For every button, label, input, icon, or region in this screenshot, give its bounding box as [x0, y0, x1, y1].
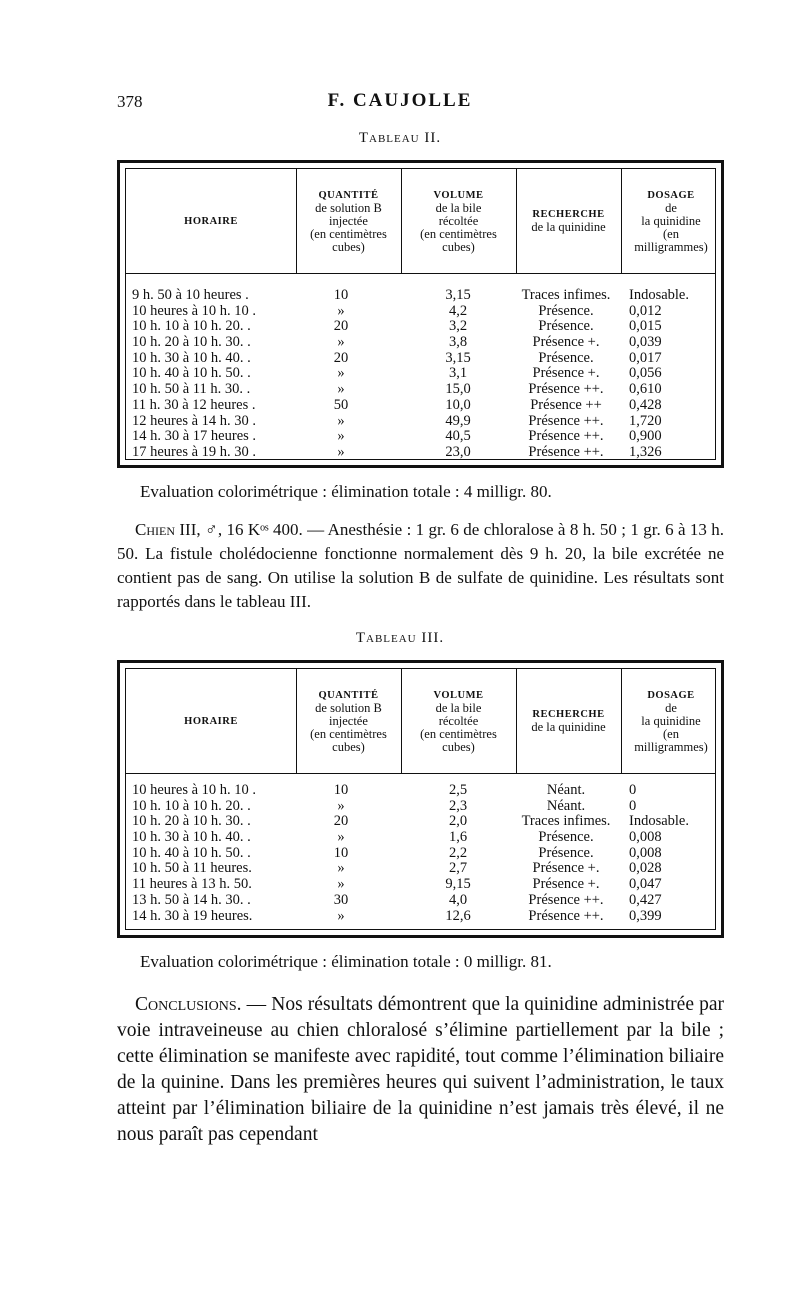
- table-row: [126, 861, 715, 877]
- table-cell: »: [337, 876, 345, 893]
- header-line: de solution B: [315, 700, 382, 715]
- table-cell: 9,15: [445, 876, 471, 893]
- table-row: [126, 799, 715, 815]
- header-line: de la bile: [435, 700, 482, 715]
- header-line: milligrammes): [634, 239, 708, 254]
- header-line: (en: [663, 226, 679, 241]
- header-line: de la bile: [435, 200, 482, 215]
- table-cell: 0,039: [629, 334, 662, 351]
- header-cell: [516, 169, 621, 273]
- table-cell: 2,3: [448, 797, 468, 814]
- table-cell: 10: [333, 782, 349, 798]
- table-cell: 2,5: [448, 782, 468, 798]
- table-cell: »: [337, 860, 345, 877]
- table-cell: 10,0: [445, 396, 471, 413]
- conclusion-text: — Nos résultats démontrent que la quinidine administrée par voie intraveineuse au chien chloralosé s’élimine partiellement par la bile ; cette élimination se manifeste avec rapidité, tout comme l’élimination biliaire de la quinine. Dans les premières heures qui suivent l’administration, le taux atteint par l’élimination biliaire de la quinidine n’est jamais très élevé, il ne nous paraît pas cependant: [117, 994, 724, 1145]
- table-cell: 17 heures à 19 h. 30 .: [132, 443, 257, 460]
- paragraph-text: , ♂, 16 Kᵒˢ 400. — Anesthésie : 1 gr. 6 de chloralose à 8 h. 50 ; 1 gr. 6 à 13 h. 50. La fistule cholédocienne fonctionne normalement dès 9 h. 20, la bile excrétée ne contient pas de sang. On utilise la solution B de sulfate de quinidine. Les résultats sont rapportés dans le tableau III.: [117, 520, 724, 611]
- table-cell: 1,326: [629, 443, 662, 460]
- table-2-title: Tableau II.: [358, 130, 442, 146]
- table-row: [126, 909, 715, 925]
- header-line: de la quinidine: [531, 220, 606, 234]
- header-line: cubes): [442, 739, 475, 754]
- table-cell: Présence ++.: [528, 412, 604, 429]
- header-caption: DOSAGE: [647, 689, 695, 701]
- table-cell: Présence +.: [532, 876, 600, 893]
- header-cell: [126, 169, 296, 273]
- table-row: [126, 830, 715, 846]
- table-cell: 10 heures à 10 h. 10 .: [132, 302, 257, 319]
- table-row: [126, 335, 715, 351]
- table-cell: »: [337, 907, 345, 924]
- table-cell: Indosable.: [629, 287, 689, 303]
- table-cell: 10: [333, 844, 349, 861]
- table-cell: 10 heures à 10 h. 10 .: [132, 782, 257, 798]
- header-line: de: [665, 700, 677, 715]
- table-row: [126, 846, 715, 862]
- table-cell: »: [337, 797, 345, 814]
- paragraph-lead: Chien III: [135, 520, 197, 539]
- header-line: milligrammes): [634, 739, 708, 754]
- header-caption: VOLUME: [433, 689, 484, 701]
- table-cell: 2,7: [448, 860, 468, 877]
- table-cell: 10 h. 30 à 10 h. 40. .: [132, 349, 251, 366]
- header-line: de: [665, 200, 677, 215]
- table-cell: 10 h. 40 à 10 h. 50. .: [132, 844, 251, 861]
- header-line: (en: [663, 726, 679, 741]
- table-cell: 20: [333, 813, 349, 830]
- table-row: [126, 445, 715, 461]
- table-cell: 0: [629, 797, 637, 814]
- header-line: récoltée: [438, 713, 479, 728]
- table-cell: 3,1: [448, 365, 468, 382]
- table-row: [126, 398, 715, 414]
- table-cell: Néant.: [546, 797, 586, 814]
- table-cell: 0,610: [629, 381, 662, 398]
- header-line: (en centimètres: [310, 726, 387, 741]
- table-cell: 0: [629, 782, 637, 798]
- header-caption: QUANTITÉ: [318, 189, 379, 201]
- table-row: [126, 351, 715, 367]
- table-cell: »: [337, 443, 345, 460]
- table-cell: 30: [333, 891, 349, 908]
- header-line: la quinidine: [641, 213, 701, 228]
- conclusion-paragraph: [117, 992, 724, 1148]
- table-row: [126, 366, 715, 382]
- header-caption: HORAIRE: [184, 715, 238, 727]
- running-head: F. CAUJOLLE: [327, 90, 473, 111]
- table-row: [126, 319, 715, 335]
- header-line: injectée: [329, 713, 368, 728]
- table-cell: 3,15: [445, 349, 471, 366]
- header-line: cubes): [442, 239, 475, 254]
- table-cell: 0,008: [629, 844, 662, 861]
- table-row: [126, 814, 715, 830]
- table-cell: 2,2: [448, 844, 468, 861]
- header-line: cubes): [332, 239, 365, 254]
- table-cell: 0,015: [629, 318, 662, 335]
- table-cell: 12,6: [445, 907, 471, 924]
- table-cell: 0,056: [629, 365, 662, 382]
- table-row: [126, 893, 715, 909]
- header-cell: [126, 669, 296, 773]
- table-cell: 10 h. 50 à 11 h. 30. .: [132, 381, 251, 398]
- table-cell: 0,047: [629, 876, 662, 893]
- header-line: la quinidine: [641, 713, 701, 728]
- table-cell: Traces infimes.: [521, 287, 611, 303]
- header-caption: VOLUME: [433, 189, 484, 201]
- table-3: [117, 660, 724, 938]
- table-cell: Présence ++.: [528, 443, 604, 460]
- table-cell: Présence ++.: [528, 891, 604, 908]
- table-cell: 4,0: [448, 891, 468, 908]
- table-row: [126, 429, 715, 445]
- table-cell: 10 h. 30 à 10 h. 40. .: [132, 829, 251, 846]
- table-row: [126, 382, 715, 398]
- table-cell: 15,0: [445, 381, 471, 398]
- table-cell: 11 heures à 13 h. 50.: [132, 876, 252, 893]
- header-cell: [516, 669, 621, 773]
- header-caption: RECHERCHE: [532, 209, 605, 220]
- table-cell: 50: [333, 396, 349, 413]
- table-cell: 10: [333, 287, 349, 303]
- table-cell: »: [337, 428, 345, 445]
- header-caption: QUANTITÉ: [318, 689, 379, 701]
- table-cell: Présence.: [538, 829, 594, 846]
- header-line: (en centimètres: [420, 226, 497, 241]
- table-cell: 23,0: [445, 443, 471, 460]
- table-cell: 0,900: [629, 428, 662, 445]
- table-cell: Néant.: [546, 782, 586, 798]
- table-cell: 0,028: [629, 860, 662, 877]
- table-cell: Présence +.: [532, 860, 600, 877]
- table-cell: 10 h. 20 à 10 h. 30. .: [132, 334, 251, 351]
- table-cell: Présence.: [538, 844, 594, 861]
- table-cell: 49,9: [445, 412, 471, 429]
- table-cell: 0,428: [629, 396, 662, 413]
- table-row: [126, 877, 715, 893]
- table-row: [126, 288, 715, 304]
- header-line: de la quinidine: [531, 720, 606, 734]
- table-cell: 0,427: [629, 891, 662, 908]
- table-cell: 14 h. 30 à 17 heures .: [132, 428, 257, 445]
- header-caption: HORAIRE: [184, 215, 238, 227]
- table-2-header: [126, 169, 715, 274]
- table-cell: »: [337, 829, 345, 846]
- table-cell: 11 h. 30 à 12 heures .: [132, 396, 256, 413]
- header-cell: [401, 169, 516, 273]
- table-cell: Présence ++.: [528, 907, 604, 924]
- table-cell: »: [337, 334, 345, 351]
- table-cell: 10 h. 20 à 10 h. 30. .: [132, 813, 251, 830]
- header-cell: [621, 669, 721, 773]
- header-line: injectée: [329, 213, 368, 228]
- table-cell: »: [337, 381, 345, 398]
- table-cell: 0,399: [629, 907, 662, 924]
- table-cell: Traces infimes.: [521, 813, 611, 830]
- table-cell: 2,0: [448, 813, 468, 830]
- table-cell: Présence +.: [532, 334, 600, 351]
- header-line: (en centimètres: [420, 726, 497, 741]
- table-cell: 0,017: [629, 349, 662, 366]
- table-cell: Présence ++.: [528, 428, 604, 445]
- table-cell: 1,6: [448, 829, 468, 846]
- table-cell: 0,012: [629, 302, 662, 319]
- table-cell: 10 h. 10 à 10 h. 20. .: [132, 318, 251, 335]
- table-3-evaluation: Evaluation colorimétrique : élimination totale : 0 milligr. 81.: [140, 952, 552, 971]
- table-2-body: [126, 288, 715, 461]
- table-2: [117, 160, 724, 468]
- table-cell: Présence ++.: [528, 381, 604, 398]
- table-cell: 3,2: [448, 318, 468, 335]
- table-cell: 10 h. 50 à 11 heures.: [132, 860, 252, 877]
- header-caption: DOSAGE: [647, 189, 695, 201]
- table-2-evaluation: Evaluation colorimétrique : élimination totale : 4 milligr. 80.: [140, 482, 552, 501]
- table-cell: 1,720: [629, 412, 662, 429]
- table-cell: »: [337, 412, 345, 429]
- table-cell: 14 h. 30 à 19 heures.: [132, 907, 253, 924]
- table-cell: 20: [333, 349, 349, 366]
- header-line: (en centimètres: [310, 226, 387, 241]
- header-line: de solution B: [315, 200, 382, 215]
- table-3-header: [126, 669, 715, 774]
- page-number: 378: [117, 92, 143, 111]
- header-line: récoltée: [438, 213, 479, 228]
- header-line: cubes): [332, 739, 365, 754]
- table-cell: 0,008: [629, 829, 662, 846]
- table-cell: Présence ++: [530, 396, 602, 413]
- table-cell: 3,15: [445, 287, 471, 303]
- table-cell: 13 h. 50 à 14 h. 30. .: [132, 891, 251, 908]
- table-3-body: [126, 783, 715, 924]
- table-cell: 10 h. 40 à 10 h. 50. .: [132, 365, 251, 382]
- header-cell: [296, 669, 401, 773]
- table-cell: Indosable.: [629, 813, 689, 830]
- conclusion-lead: Conclusions.: [135, 994, 242, 1015]
- table-cell: 20: [333, 318, 349, 335]
- table-cell: »: [337, 302, 345, 319]
- table-row: [126, 783, 715, 799]
- table-cell: 3,8: [448, 334, 468, 351]
- table-cell: 40,5: [445, 428, 471, 445]
- table-row: [126, 414, 715, 430]
- header-caption: RECHERCHE: [532, 709, 605, 720]
- header-cell: [401, 669, 516, 773]
- table-cell: Présence.: [538, 318, 594, 335]
- table-cell: 10 h. 10 à 10 h. 20. .: [132, 797, 251, 814]
- table-cell: Présence +.: [532, 365, 600, 382]
- table-cell: 4,2: [448, 302, 468, 319]
- table-cell: Présence.: [538, 349, 594, 366]
- table-cell: Présence.: [538, 302, 594, 319]
- experiment-paragraph: [117, 518, 724, 614]
- table-cell: 9 h. 50 à 10 heures .: [132, 287, 249, 303]
- header-cell: [621, 169, 721, 273]
- table-cell: 12 heures à 14 h. 30 .: [132, 412, 257, 429]
- table-row: [126, 304, 715, 320]
- table-3-title: Tableau III.: [355, 630, 445, 646]
- header-cell: [296, 169, 401, 273]
- table-cell: »: [337, 365, 345, 382]
